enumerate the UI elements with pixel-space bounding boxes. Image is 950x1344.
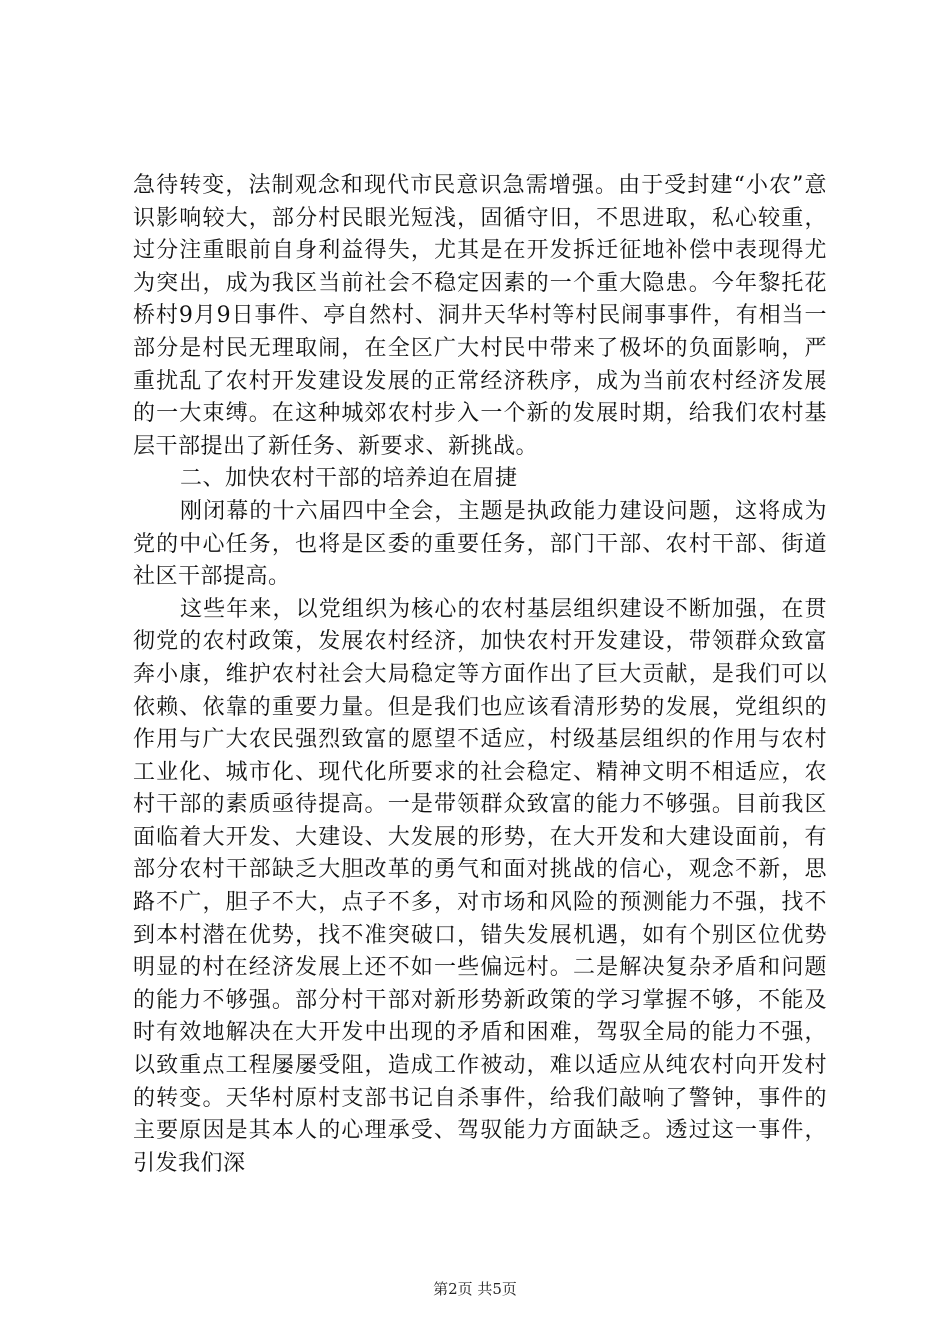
page-footer: 第2页 共5页: [433, 1280, 517, 1298]
paragraph-continuation: 急待转变，法制观念和现代市民意识急需增强。由于受封建“小农”意识影响较大，部分村民眼光短浅，固循守旧，不思进取，私心较重，过分注重眼前自身利益得失，尤其是在开发拆迁征地补偿中表现得尤为突出，成为我区当前社会不稳定因素的一个重大隐患。今年黎托花桥村9月9日事件、亭自然村、洞井天华村等村民闹事事件，有相当一部分是村民无理取闹，在全区广大村民中带来了极坏的负面影响，严重扰乱了农村开发建设发展的正常经济秩序，成为当前农村经济发展的一大束缚。在这种城郊农村步入一个新的发展时期，给我们农村基层干部提出了新任务、新要求、新挑战。: [133, 173, 827, 459]
document-body: [133, 170, 827, 1180]
section-heading: 二、加快农村干部的培养迫在眉捷: [180, 466, 518, 492]
paragraph-plenum: 刚闭幕的十六届四中全会，主题是执政能力建设问题，这将成为党的中心任务，也将是区委的重要任务，部门干部、农村干部、街道社区干部提高。: [133, 498, 827, 590]
paragraph-organization: 这些年来，以党组织为核心的农村基层组织建设不断加强，在贯彻党的农村政策，发展农村经济，加快农村开发建设，带领群众致富奔小康，维护农村社会大局稳定等方面作出了巨大贡献，是我们可以依赖、依靠的重要力量。但是我们也应该看清形势的发展，党组织的作用与广大农民强烈致富的愿望不适应，村级基层组织的作用与农村工业化、城市化、现代化所要求的社会稳定、精神文明不相适应，农村干部的素质亟待提高。一是带领群众致富的能力不够强。目前我区面临着大开发、大建设、大发展的形势，在大开发和大建设面前，有部分农村干部缺乏大胆改革的勇气和面对挑战的信心，观念不新，思路不广，胆子不大，点子不多，对市场和风险的预测能力不强，找不到本村潜在优势，找不准突破口，错失发展机遇，如有个别区位优势明显的村在经济发展上还不如一些偏远村。二是解决复杂矛盾和问题的能力不够强。部分村干部对新形势新政策的学习掌握不够，不能及时有效地解决在大开发中出现的矛盾和困难，驾驭全局的能力不强，以致重点工程屡屡受阻，造成工作被动，难以适应从纯农村向开发村的转变。天华村原村支部书记自杀事件，给我们敲响了警钟，事件的主要原因是其本人的心理承受、驾驭能力方面缺乏。透过这一事件，引发我们深: [133, 596, 827, 1176]
